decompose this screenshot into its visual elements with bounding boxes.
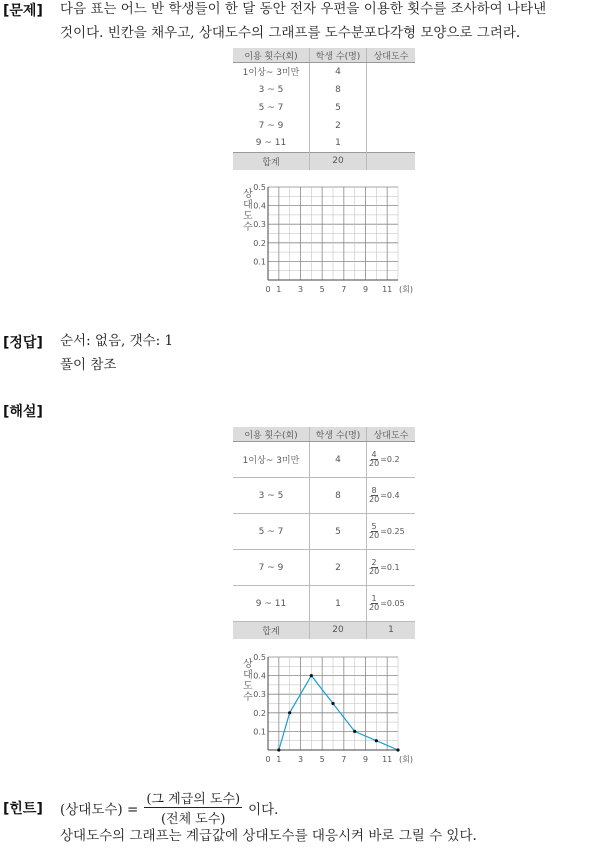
x-axis-label: (회) [399, 285, 413, 294]
data-point [331, 702, 334, 705]
frequency-table-solved [233, 427, 415, 639]
answer-line-2: 풀이 참조 [60, 357, 117, 373]
relative-value [369, 595, 413, 612]
fraction-denominator: 20 [369, 495, 380, 504]
cell-relative [367, 81, 416, 99]
hint-fraction [144, 788, 242, 827]
cell-count: 1 [310, 586, 367, 622]
cell-relative [367, 478, 416, 514]
relative-decimal: =0.2 [380, 455, 400, 464]
total-label: 합계 [233, 153, 310, 170]
x-tick-label: 7 [341, 285, 347, 294]
relative-fraction [369, 487, 379, 504]
fraction-denominator: 20 [369, 603, 380, 612]
relative-decimal: =0.25 [380, 527, 405, 536]
data-point [375, 739, 378, 742]
hint-formula [60, 788, 278, 827]
y-axis-label-char: 상 [243, 659, 253, 670]
header-usage: 이용 횟수(회) [233, 48, 310, 63]
table-row [233, 586, 415, 622]
fraction-denominator: 20 [369, 531, 380, 540]
table-total-row [233, 622, 415, 639]
header-relative: 상대도수 [367, 48, 416, 63]
y-tick-label: 0.2 [253, 708, 266, 718]
cell-range: 1이상~ 3미만 [242, 68, 300, 79]
fraction-numerator: 2 [371, 558, 377, 567]
cell-relative [367, 99, 416, 117]
table-row [233, 550, 415, 586]
cell-range: 9 ~ 11 [255, 138, 287, 149]
hint-after: 이다. [248, 801, 279, 818]
cell-relative [367, 442, 416, 478]
x-tick-label: 11 [382, 755, 393, 764]
cell-count: 8 [310, 478, 367, 514]
answer-text [60, 329, 173, 377]
header-students: 학생 수(명) [310, 427, 367, 442]
y-axis-label-char: 도 [243, 681, 253, 692]
total-count: 20 [310, 622, 367, 639]
cell-count: 2 [310, 117, 367, 135]
cell-count: 4 [310, 63, 367, 81]
answer-label: [정답] [3, 335, 43, 351]
data-point [310, 674, 313, 677]
table-row [233, 514, 415, 550]
x-tick-label: 5 [319, 755, 325, 764]
empty-relative-frequency-graph [238, 180, 418, 300]
frequency-table [233, 48, 415, 170]
relative-value [369, 523, 413, 540]
data-point [396, 748, 399, 751]
table-row [233, 442, 415, 478]
problem-text [60, 0, 590, 45]
y-tick-label: 0.4 [253, 671, 266, 681]
cell-count: 4 [310, 442, 367, 478]
total-rel: 1 [367, 622, 416, 639]
total-count: 20 [310, 153, 367, 170]
relative-decimal: =0.05 [380, 599, 405, 608]
x-tick-label: 11 [382, 285, 393, 294]
explanation-label: [해설] [3, 404, 43, 420]
table-row [233, 81, 415, 99]
table-row [233, 135, 415, 153]
y-tick-label: 0.1 [253, 257, 266, 267]
total-rel [367, 153, 416, 170]
hint-lhs: (상대도수) = [60, 801, 139, 818]
table-row [233, 99, 415, 117]
x-tick-label: 5 [319, 285, 325, 294]
data-point [277, 748, 280, 751]
cell-range: 7 ~ 9 [233, 550, 310, 586]
data-point [353, 730, 356, 733]
table-total-row [233, 153, 415, 170]
x-tick-label: 1 [276, 755, 282, 764]
y-axis-label-char: 대 [243, 670, 253, 681]
cell-count: 5 [310, 99, 367, 117]
y-tick-label: 0.3 [253, 220, 266, 230]
fraction-denominator: 20 [369, 567, 380, 576]
data-point [288, 711, 291, 714]
cell-relative [367, 550, 416, 586]
relative-decimal: =0.4 [380, 491, 400, 500]
relative-fraction [369, 595, 379, 612]
hint-line-2: 상대도수의 그래프는 계급값에 상대도수를 대응시켜 바로 그릴 수 있다. [60, 828, 477, 844]
cell-range: 5 ~ 7 [233, 514, 310, 550]
fraction-numerator: 1 [371, 594, 377, 603]
problem-line-2: 것이다. 빈칸을 채우고, 상대도수의 그래프를 도수분포다각형 모양으로 그려라. [60, 25, 521, 41]
hint-denominator: (전체 도수) [160, 812, 226, 827]
relative-fraction [369, 523, 379, 540]
y-tick-label: 0.5 [253, 653, 266, 662]
fraction-numerator: 4 [371, 450, 377, 459]
header-relative: 상대도수 [367, 427, 416, 442]
relative-value [369, 487, 413, 504]
y-axis-label-char: 수 [243, 692, 253, 703]
y-tick-label: 0.4 [253, 201, 266, 211]
header-usage: 이용 횟수(회) [233, 427, 310, 442]
hint-numerator: (그 계급의 도수) [144, 788, 242, 808]
x-tick-label: 3 [297, 285, 304, 294]
cell-range: 1이상~ 3미만 [233, 442, 310, 478]
y-tick-label: 0.5 [253, 183, 266, 192]
relative-decimal: =0.1 [380, 563, 400, 572]
fraction-numerator: 5 [371, 522, 377, 531]
hint-label: [힌트] [3, 801, 43, 817]
table-row [233, 117, 415, 135]
cell-count: 1 [310, 135, 367, 153]
answer-line-1: 순서: 없음, 갯수: 1 [60, 333, 174, 349]
fraction-numerator: 8 [371, 486, 377, 495]
cell-range: 3 ~ 5 [258, 84, 284, 95]
header-students: 학생 수(명) [310, 48, 367, 63]
cell-relative [367, 514, 416, 550]
problem-line-1: 다음 표는 어느 반 학생들이 한 달 동안 전자 우편을 이용한 횟수를 조사하여 나타낸 [60, 1, 547, 17]
relative-value [369, 559, 413, 576]
cell-count: 5 [310, 514, 367, 550]
cell-relative [367, 117, 416, 135]
y-axis-label-char: 수 [243, 222, 253, 233]
y-axis-label-char: 도 [243, 211, 253, 222]
table-row [233, 478, 415, 514]
y-tick-label: 0.1 [253, 727, 266, 737]
total-label: 합계 [233, 622, 310, 639]
cell-range: 3 ~ 5 [233, 478, 310, 514]
x-tick-label: 0 [265, 755, 271, 764]
relative-fraction [369, 451, 379, 468]
x-tick-label: 7 [341, 755, 347, 764]
x-tick-label: 1 [276, 285, 282, 294]
cell-range: 9 ~ 11 [233, 586, 310, 622]
relative-frequency-polygon [238, 650, 418, 770]
problem-label: [문제] [3, 3, 43, 19]
x-tick-label: 0 [265, 285, 271, 294]
cell-range: 7 ~ 9 [258, 120, 284, 131]
cell-relative [367, 586, 416, 622]
fraction-denominator: 20 [369, 459, 380, 468]
y-axis-label-char: 상 [243, 189, 253, 200]
cell-relative [367, 135, 416, 153]
relative-value [369, 451, 413, 468]
cell-count: 2 [310, 550, 367, 586]
x-tick-label: 9 [362, 755, 369, 764]
x-tick-label: 3 [297, 755, 304, 764]
table-row [233, 63, 415, 81]
cell-range: 5 ~ 7 [258, 102, 284, 113]
y-tick-label: 0.2 [253, 238, 266, 248]
y-axis-label-char: 대 [243, 200, 253, 211]
cell-relative [367, 63, 416, 81]
x-axis-label: (회) [399, 755, 413, 764]
y-tick-label: 0.3 [253, 690, 266, 700]
cell-count: 8 [310, 81, 367, 99]
relative-fraction [369, 559, 379, 576]
x-tick-label: 9 [362, 285, 369, 294]
